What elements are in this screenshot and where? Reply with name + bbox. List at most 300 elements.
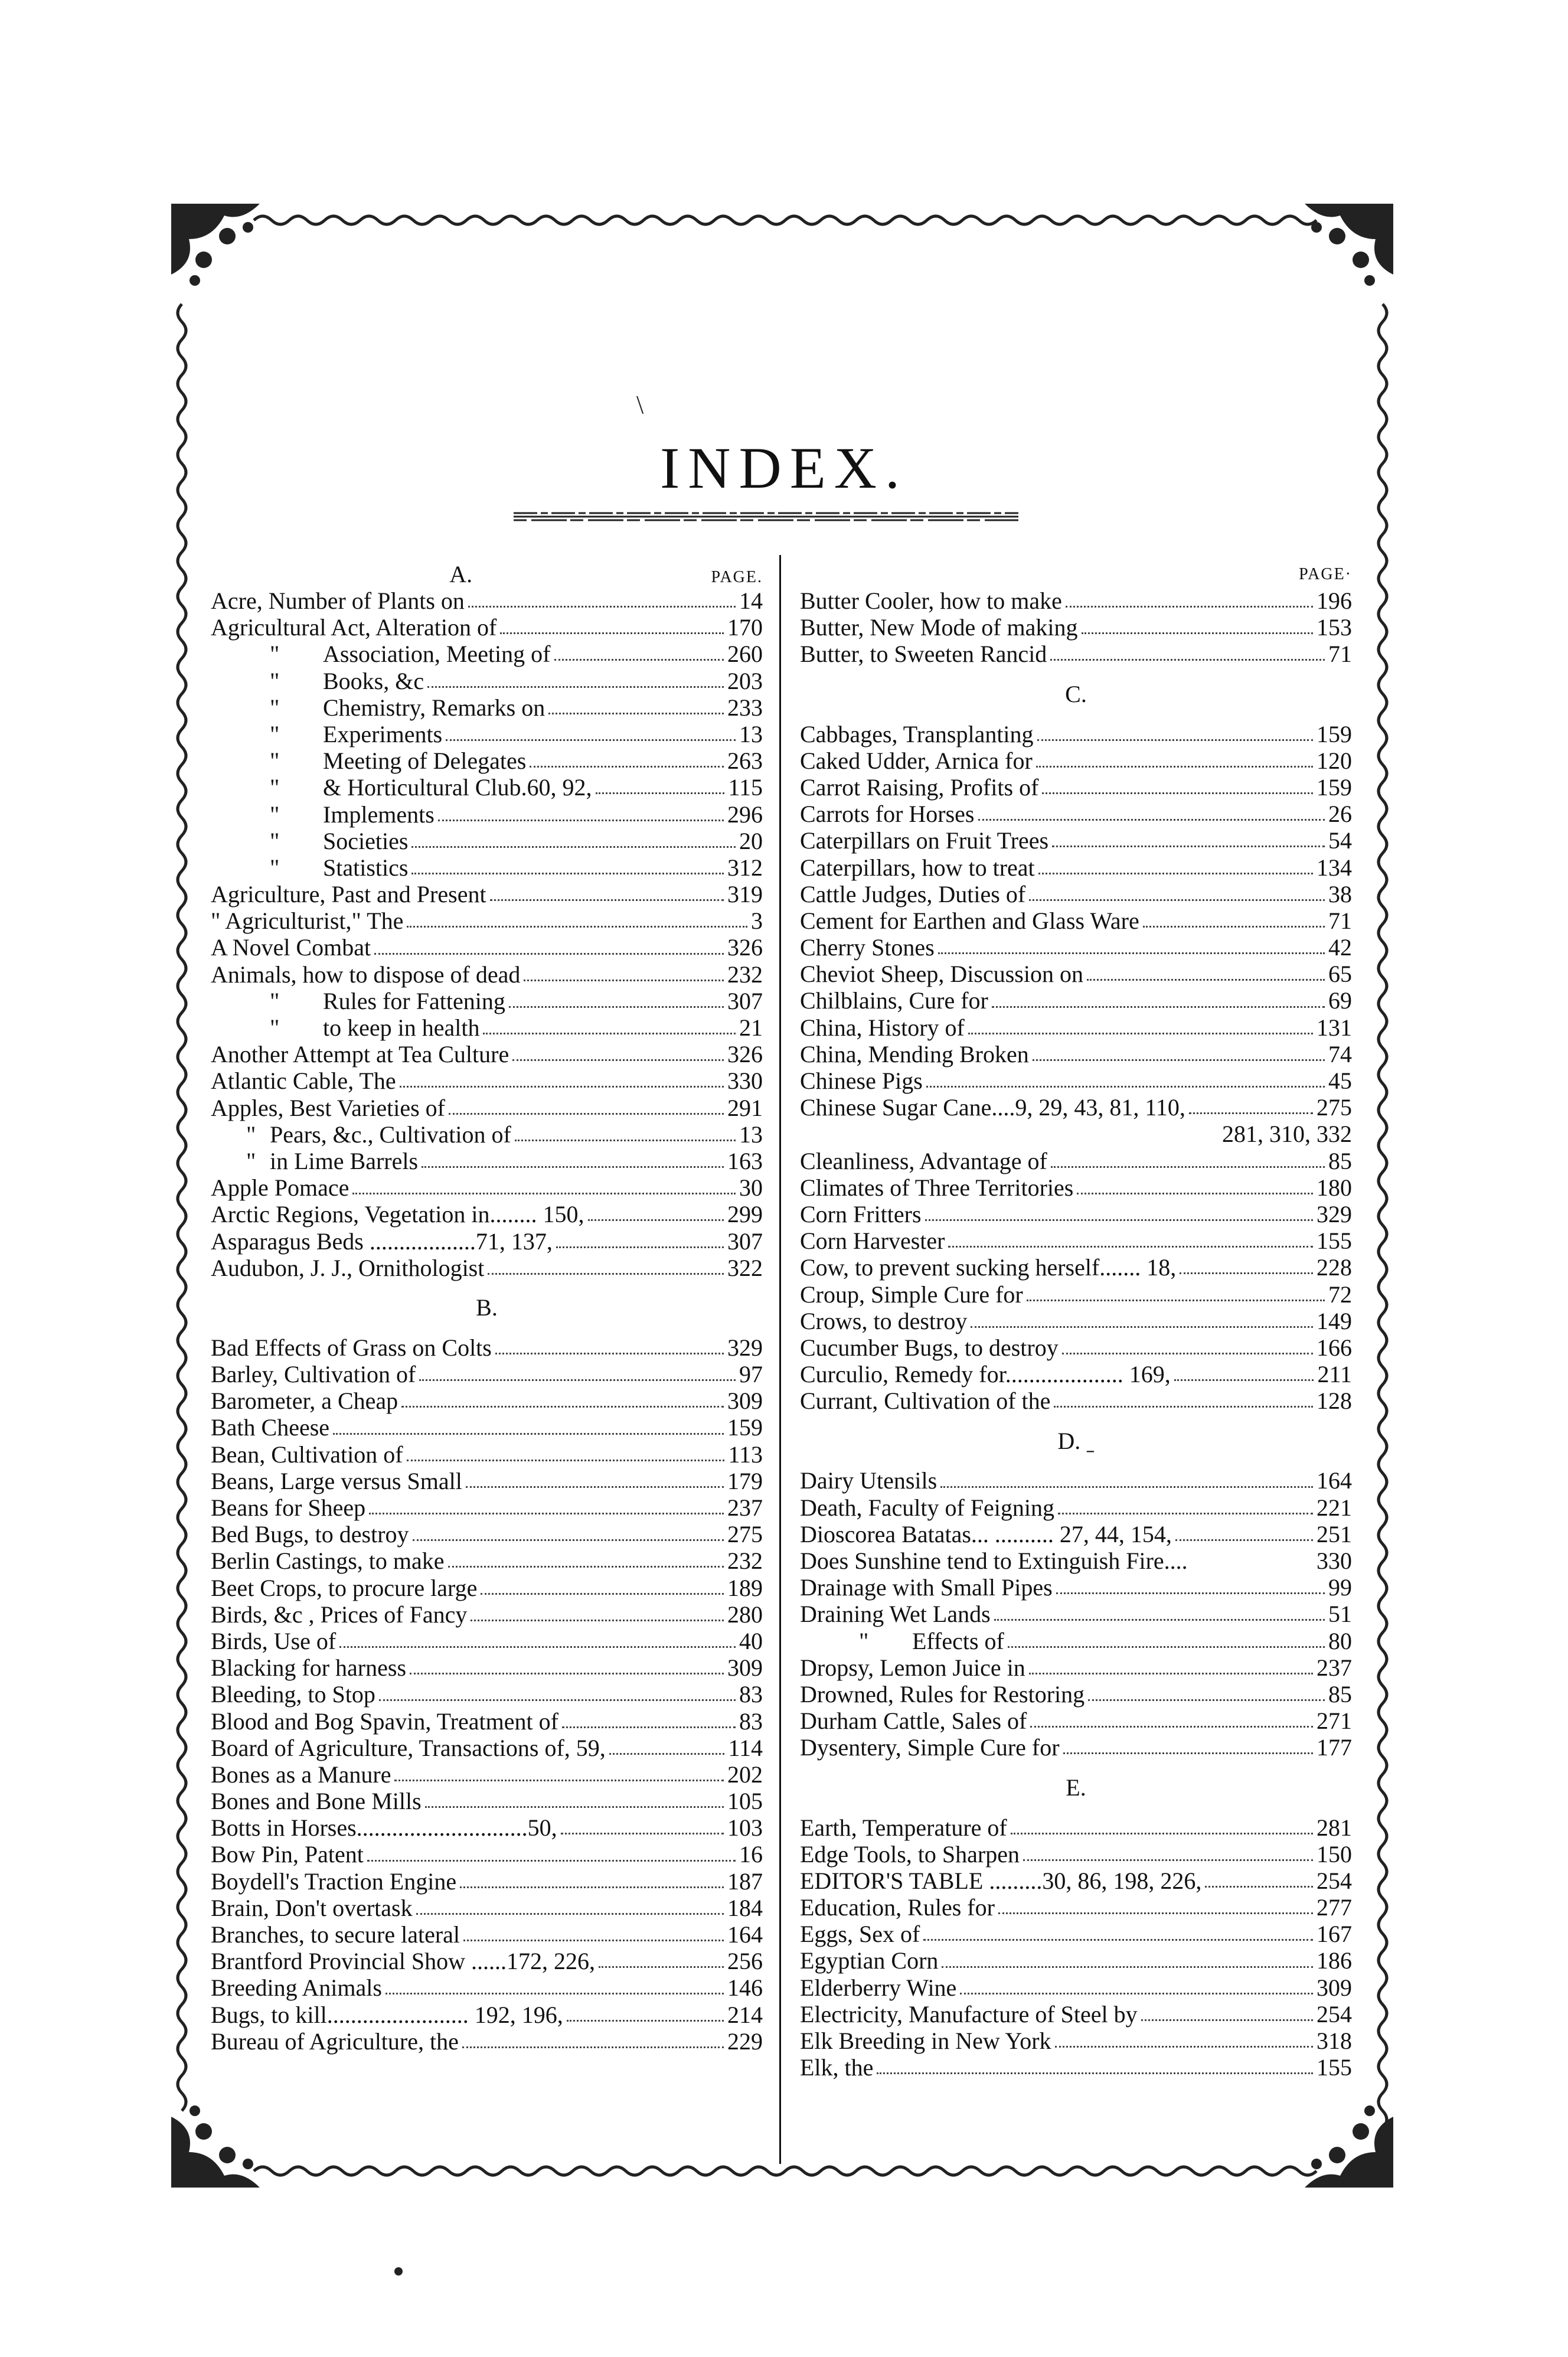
entry-page-number: 229 <box>727 2028 763 2055</box>
entry-page-number: 85 <box>1328 1680 1352 1708</box>
leader-dots <box>524 980 724 981</box>
leader-dots <box>599 1966 724 1968</box>
index-entry <box>211 934 763 961</box>
entry-text: Branches, to secure lateral <box>211 1921 460 1948</box>
entry-text: Another Attempt at Tea Culture <box>211 1041 509 1068</box>
leader-dots <box>1082 632 1313 634</box>
entry-page-number: 164 <box>1317 1467 1352 1494</box>
entry-text: Boydell's Traction Engine <box>211 1868 457 1895</box>
leader-dots <box>1056 1592 1325 1594</box>
leader-dots <box>468 606 736 608</box>
entry-text: Cow, to prevent sucking herself....... 18, <box>800 1254 1177 1281</box>
leader-dots <box>374 953 724 955</box>
leader-dots <box>446 739 736 741</box>
entry-page-number: 309 <box>727 1388 763 1415</box>
leader-dots <box>1030 1726 1313 1728</box>
index-entry <box>800 1601 1352 1627</box>
entry-page-number: 214 <box>727 2001 763 2028</box>
leader-dots <box>369 1513 724 1514</box>
section-heading-c <box>800 668 1352 721</box>
leader-dots <box>1008 1646 1325 1648</box>
index-entry <box>800 1094 1352 1121</box>
entry-text: Dropsy, Lemon Juice in <box>800 1654 1025 1681</box>
index-entry <box>800 827 1352 854</box>
entry-page-number: 150 <box>1317 1840 1352 1868</box>
entry-page-number: 291 <box>727 1094 763 1121</box>
entries-butter <box>800 587 1352 668</box>
entry-page-number: 330 <box>1317 1548 1352 1574</box>
index-entry <box>800 1814 1352 1841</box>
entry-text: Curculio, Remedy for.................... 169, <box>800 1361 1171 1388</box>
entry-page-number: 113 <box>728 1441 763 1468</box>
section-heading-b <box>211 1281 763 1334</box>
index-entry <box>800 1067 1352 1094</box>
entry-page-number: 30 <box>739 1174 763 1202</box>
leader-dots <box>1042 792 1313 794</box>
index-entry <box>211 587 763 614</box>
entry-page-number: 202 <box>727 1761 763 1788</box>
index-entry <box>800 1121 1352 1147</box>
entry-text: Cement for Earthen and Glass Ware <box>800 907 1139 934</box>
entry-page-number: 296 <box>727 801 763 828</box>
index-entry <box>211 1654 763 1681</box>
index-entry <box>800 1921 1352 1947</box>
entry-page-number: 271 <box>1317 1708 1352 1735</box>
entry-page-number: 275 <box>727 1521 763 1548</box>
index-entry <box>211 721 763 747</box>
index-entry <box>800 1548 1352 1574</box>
entry-text: Dysentery, Simple Cure for <box>800 1734 1060 1761</box>
title-rule <box>514 511 1018 523</box>
index-entry <box>800 987 1352 1014</box>
leader-dots <box>556 1246 724 1248</box>
leader-dots <box>1023 1859 1313 1861</box>
entry-text: Birds, &c , Prices of Fancy <box>211 1601 468 1628</box>
entry-page-number: 80 <box>1328 1627 1352 1654</box>
stray-mark: \ <box>636 390 644 419</box>
entry-page-number: 326 <box>727 1041 763 1068</box>
index-entry <box>211 1494 763 1521</box>
entry-text: Corn Harvester <box>800 1228 945 1255</box>
index-entry <box>211 1948 763 1974</box>
entry-text: Bones and Bone Mills <box>211 1788 422 1815</box>
leader-dots <box>1180 1272 1313 1274</box>
index-entry <box>211 1174 763 1201</box>
entry-page-number: 69 <box>1328 987 1352 1014</box>
entry-text: Barometer, a Cheap <box>211 1388 398 1415</box>
index-entry <box>211 1095 763 1121</box>
index-entry <box>800 961 1352 987</box>
index-entry <box>800 1388 1352 1414</box>
entry-page-number: 177 <box>1317 1734 1352 1761</box>
leader-dots <box>394 1780 724 1781</box>
index-entry <box>800 1868 1352 1894</box>
index-entry <box>800 1574 1352 1601</box>
leader-dots <box>1051 1166 1325 1168</box>
leader-dots <box>422 1166 724 1168</box>
leader-dots <box>367 1860 736 1862</box>
leader-dots <box>609 1753 725 1755</box>
ditto-mark: " <box>270 641 280 668</box>
entry-page-number: 83 <box>739 1681 763 1708</box>
page-column-label: PAGE. <box>711 568 763 586</box>
ditto-mark: " <box>246 1147 256 1174</box>
leader-dots <box>1036 766 1313 768</box>
ditto-mark: " <box>270 720 280 747</box>
leader-dots <box>1143 926 1325 928</box>
leader-dots <box>449 1113 724 1115</box>
entry-page-number: 211 <box>1317 1361 1352 1388</box>
entry-page-number: 275 <box>1317 1094 1352 1121</box>
entry-page-number: 196 <box>1317 587 1352 614</box>
leader-dots <box>481 1593 724 1595</box>
leader-dots <box>1055 2046 1313 2048</box>
leader-dots <box>1050 659 1325 661</box>
left-column <box>211 561 763 2055</box>
index-entry <box>211 801 763 828</box>
entry-page-number: 166 <box>1317 1334 1352 1361</box>
index-entry <box>211 614 763 641</box>
leader-dots <box>554 659 724 661</box>
leader-dots <box>567 2020 724 2022</box>
entry-page-number: 180 <box>1317 1174 1352 1201</box>
index-entry <box>211 1735 763 1761</box>
leader-dots <box>942 1966 1313 1968</box>
entry-page-number: 105 <box>727 1788 763 1815</box>
entry-text: Bow Pin, Patent <box>211 1841 364 1868</box>
index-entry <box>800 1148 1352 1174</box>
entry-text: " Agriculturist," The <box>211 907 404 935</box>
ditto-mark: " <box>270 774 280 801</box>
leader-dots <box>400 1086 724 1088</box>
entry-page-number: 20 <box>739 827 763 854</box>
leader-dots <box>926 1086 1325 1088</box>
index-entry <box>211 641 763 667</box>
index-entry <box>211 1441 763 1468</box>
leader-dots <box>960 1993 1313 1994</box>
leader-dots <box>1027 1300 1325 1301</box>
leader-dots <box>561 1833 724 1834</box>
entry-continuation: 281, 310, 332 <box>1222 1121 1352 1148</box>
ditto-mark: " <box>270 854 280 881</box>
entry-text: Board of Agriculture, Transactions of, 59, <box>211 1734 606 1761</box>
entry-text: Bean, Cultivation of <box>211 1441 403 1468</box>
leader-dots <box>971 1326 1313 1328</box>
index-entry <box>211 854 763 881</box>
entry-page-number: 128 <box>1317 1388 1352 1415</box>
leader-dots <box>548 713 724 714</box>
entry-page-number: 189 <box>727 1574 763 1601</box>
entry-text: Bad Effects of Grass on Colts <box>211 1334 492 1361</box>
ditto-mark: " <box>246 1121 256 1148</box>
entry-text: Caterpillars on Fruit Trees <box>800 827 1049 854</box>
entry-page-number: 114 <box>728 1734 763 1761</box>
entry-page-number: 146 <box>727 1974 763 2002</box>
index-entry <box>211 1041 763 1067</box>
index-entry <box>800 1894 1352 1921</box>
entry-page-number: 149 <box>1317 1307 1352 1334</box>
index-entry <box>211 1921 763 1948</box>
entry-text: Edge Tools, to Sharpen <box>800 1840 1020 1868</box>
entry-page-number: 54 <box>1328 827 1352 854</box>
leader-dots <box>427 686 724 688</box>
leader-dots <box>483 1033 736 1034</box>
entry-text: China, History of <box>800 1014 965 1041</box>
entry-page-number: 326 <box>727 934 763 961</box>
entry-page-number: 21 <box>739 1014 763 1041</box>
entry-text: China, Mending Broken <box>800 1040 1029 1067</box>
entry-text: Chemistry, Remarks on <box>323 694 545 721</box>
leader-dots <box>512 1059 724 1061</box>
index-entry <box>800 1841 1352 1868</box>
leader-dots <box>411 873 724 874</box>
entry-text: Corn Fritters <box>800 1200 922 1228</box>
index-entry <box>211 668 763 694</box>
entry-page-number: 153 <box>1317 614 1352 641</box>
index-entry <box>211 881 763 907</box>
entry-text: Elk, the <box>800 2054 874 2081</box>
ditto-mark: " <box>270 747 280 775</box>
entry-page-number: 203 <box>727 667 763 694</box>
ditto-mark: " <box>270 667 280 694</box>
entries-e <box>800 1814 1352 2081</box>
leader-dots <box>339 1646 736 1648</box>
entry-page-number: 167 <box>1317 1921 1352 1948</box>
index-entry <box>800 641 1352 667</box>
leader-dots <box>386 1993 724 1994</box>
entry-text: Pears, &c., Cultivation of <box>270 1121 511 1148</box>
index-entry <box>211 1601 763 1628</box>
entry-text: Meeting of Delegates <box>323 747 527 775</box>
entry-page-number: 329 <box>727 1334 763 1361</box>
index-entry <box>211 1814 763 1841</box>
page-column-label: PAGE· <box>1299 565 1352 583</box>
entry-text: Carrot Raising, Profits of <box>800 773 1039 801</box>
entry-page-number: 155 <box>1317 2054 1352 2081</box>
entry-text: Electricity, Manufacture of Steel by <box>800 2000 1138 2028</box>
entry-text: Association, Meeting of <box>323 641 551 668</box>
section-letter: C. <box>1065 680 1087 707</box>
stray-dot <box>394 2267 403 2276</box>
entry-text: & Horticultural Club.60, 92, <box>323 774 592 801</box>
entry-page-number: 13 <box>739 1121 763 1148</box>
leader-dots <box>448 1566 724 1568</box>
leader-dots <box>411 846 736 848</box>
entry-text: Agricultural Act, Alteration of <box>211 614 497 641</box>
leader-dots <box>998 1912 1313 1914</box>
section-heading-e <box>800 1761 1352 1814</box>
entry-page-number: 164 <box>727 1921 763 1948</box>
index-entry <box>800 1467 1352 1494</box>
leader-dots <box>938 952 1325 954</box>
leader-dots <box>407 1460 725 1461</box>
entry-text: Dioscorea Batatas... .......... 27, 44, 154, <box>800 1520 1172 1548</box>
entry-text: Cleanliness, Advantage of <box>800 1147 1047 1174</box>
index-entry <box>211 828 763 854</box>
leader-dots <box>968 1033 1313 1034</box>
entry-text: Earth, Temperature of <box>800 1814 1007 1841</box>
leader-dots <box>994 1619 1325 1621</box>
entry-text: Rules for Fattening <box>323 987 505 1014</box>
entry-page-number: 237 <box>727 1494 763 1521</box>
leader-dots <box>1066 606 1313 608</box>
leader-dots <box>562 1726 736 1728</box>
index-entry <box>211 1708 763 1735</box>
entry-text: Caked Udder, Arnica for <box>800 747 1033 774</box>
index-entry <box>211 1121 763 1148</box>
entry-page-number: 329 <box>1317 1200 1352 1228</box>
leader-dots <box>877 2072 1313 2074</box>
entry-page-number: 159 <box>1317 720 1352 747</box>
entry-text: Does Sunshine tend to Extinguish Fire.... <box>800 1548 1188 1574</box>
entries-d <box>800 1467 1352 1761</box>
leader-dots <box>416 1913 724 1915</box>
leader-dots <box>1052 845 1325 847</box>
entry-page-number: 13 <box>739 720 763 747</box>
entry-page-number: 233 <box>727 694 763 721</box>
leader-dots <box>333 1433 724 1435</box>
entry-text: Blacking for harness <box>211 1654 407 1682</box>
index-entry <box>800 1947 1352 1974</box>
entry-text: Dairy Utensils <box>800 1467 937 1494</box>
index-entry <box>211 1841 763 1868</box>
index-entry <box>211 1974 763 2001</box>
entry-page-number: 307 <box>727 987 763 1014</box>
entry-page-number: 232 <box>727 961 763 988</box>
leader-dots <box>978 819 1325 821</box>
index-entry <box>800 614 1352 641</box>
index-entry <box>211 2028 763 2055</box>
entry-page-number: 74 <box>1328 1040 1352 1067</box>
entry-text: Elk Breeding in New York <box>800 2028 1051 2054</box>
index-entry <box>211 988 763 1014</box>
entry-page-number: 309 <box>727 1654 763 1682</box>
entry-text: Croup, Simple Cure for <box>800 1281 1023 1308</box>
index-entry <box>211 1681 763 1708</box>
entry-page-number: 228 <box>1317 1254 1352 1281</box>
entry-page-number: 71 <box>1328 907 1352 934</box>
section-letter: E. <box>1066 1774 1086 1801</box>
entry-page-number: 14 <box>739 587 763 614</box>
index-entry <box>800 1201 1352 1228</box>
entry-text: Education, Rules for <box>800 1894 995 1921</box>
entry-text: Beet Crops, to procure large <box>211 1574 478 1601</box>
entry-text: Drainage with Small Pipes <box>800 1574 1053 1601</box>
index-entry <box>800 1628 1352 1654</box>
entry-text: Chinese Sugar Cane....9, 29, 43, 81, 110, <box>800 1094 1185 1121</box>
entry-page-number: 3 <box>751 907 763 935</box>
entry-text: Bleeding, to Stop <box>211 1681 375 1708</box>
entries-a <box>211 587 763 1281</box>
entry-text: Cucumber Bugs, to destroy <box>800 1334 1059 1361</box>
entry-page-number: 71 <box>1328 641 1352 668</box>
entry-page-number: 115 <box>728 774 763 801</box>
entry-text: Brantford Provincial Show ......172, 226, <box>211 1948 596 1975</box>
index-entry <box>800 1361 1352 1388</box>
entry-text: Bugs, to kill........................ 192, 196, <box>211 2001 563 2028</box>
index-entry <box>211 1201 763 1228</box>
index-entry <box>800 747 1352 774</box>
index-entry <box>800 1681 1352 1708</box>
leader-dots <box>1029 1673 1313 1674</box>
entry-page-number: 307 <box>727 1228 763 1255</box>
leader-dots <box>466 1486 724 1488</box>
entry-text: Apple Pomace <box>211 1174 349 1202</box>
leader-dots <box>490 899 724 901</box>
index-entry <box>211 694 763 721</box>
entry-page-number: 155 <box>1317 1228 1352 1255</box>
entry-page-number: 256 <box>727 1948 763 1975</box>
leader-dots <box>379 1699 736 1701</box>
entry-page-number: 277 <box>1317 1894 1352 1921</box>
section-heading-d <box>800 1414 1352 1467</box>
entry-text: Beans for Sheep <box>211 1494 366 1521</box>
index-entry <box>211 1388 763 1414</box>
leader-dots <box>1141 2019 1313 2021</box>
ditto-mark: " <box>270 1014 280 1041</box>
leader-dots <box>1174 1379 1314 1381</box>
entry-page-number: 51 <box>1328 1601 1352 1628</box>
index-entry <box>800 1494 1352 1521</box>
entry-text: Eggs, Sex of <box>800 1921 920 1948</box>
entry-page-number: 45 <box>1328 1067 1352 1094</box>
leader-dots <box>425 1806 724 1808</box>
entry-page-number: 72 <box>1328 1281 1352 1308</box>
entry-page-number: 322 <box>727 1254 763 1281</box>
entry-text: Berlin Castings, to make <box>211 1548 445 1575</box>
leader-dots <box>1189 1112 1313 1114</box>
entry-page-number: 65 <box>1328 961 1352 988</box>
leader-dots <box>940 1486 1313 1488</box>
entry-text: Crows, to destroy <box>800 1307 968 1334</box>
leader-dots <box>923 1939 1313 1941</box>
leader-dots <box>1088 1699 1325 1701</box>
index-entry <box>211 907 763 934</box>
entry-text: Effects of <box>912 1627 1004 1654</box>
entry-text: to keep in health <box>323 1014 480 1041</box>
entry-page-number: 251 <box>1317 1520 1352 1548</box>
entry-page-number: 254 <box>1317 2000 1352 2028</box>
entry-text: Durham Cattle, Sales of <box>800 1708 1027 1735</box>
entry-page-number: 159 <box>1317 773 1352 801</box>
leader-dots <box>1175 1539 1313 1541</box>
leader-dots <box>515 1140 736 1141</box>
index-entry <box>800 934 1352 961</box>
index-entry <box>800 1334 1352 1361</box>
index-entry <box>211 961 763 988</box>
entry-text: Bath Cheese <box>211 1414 330 1441</box>
entry-page-number: 83 <box>739 1708 763 1735</box>
leader-dots <box>588 1219 724 1221</box>
entry-text: Barley, Cultivation of <box>211 1361 416 1388</box>
index-entry <box>211 1761 763 1788</box>
entry-page-number: 184 <box>727 1894 763 1921</box>
leader-dots <box>460 1886 724 1888</box>
entry-page-number: 170 <box>727 614 763 641</box>
entry-page-number: 120 <box>1317 747 1352 774</box>
index-entry <box>211 1148 763 1174</box>
right-page-header <box>800 561 1352 587</box>
leader-dots <box>1058 1513 1313 1514</box>
ditto-mark: " <box>270 801 280 828</box>
index-entry <box>211 1548 763 1574</box>
index-entry <box>211 1628 763 1654</box>
entry-text: Butter, New Mode of making <box>800 614 1078 641</box>
entry-text: Cheviot Sheep, Discussion on <box>800 961 1083 988</box>
entry-text: in Lime Barrels <box>270 1147 419 1174</box>
entry-text: Birds, Use of <box>211 1627 337 1654</box>
entry-page-number: 232 <box>727 1548 763 1575</box>
